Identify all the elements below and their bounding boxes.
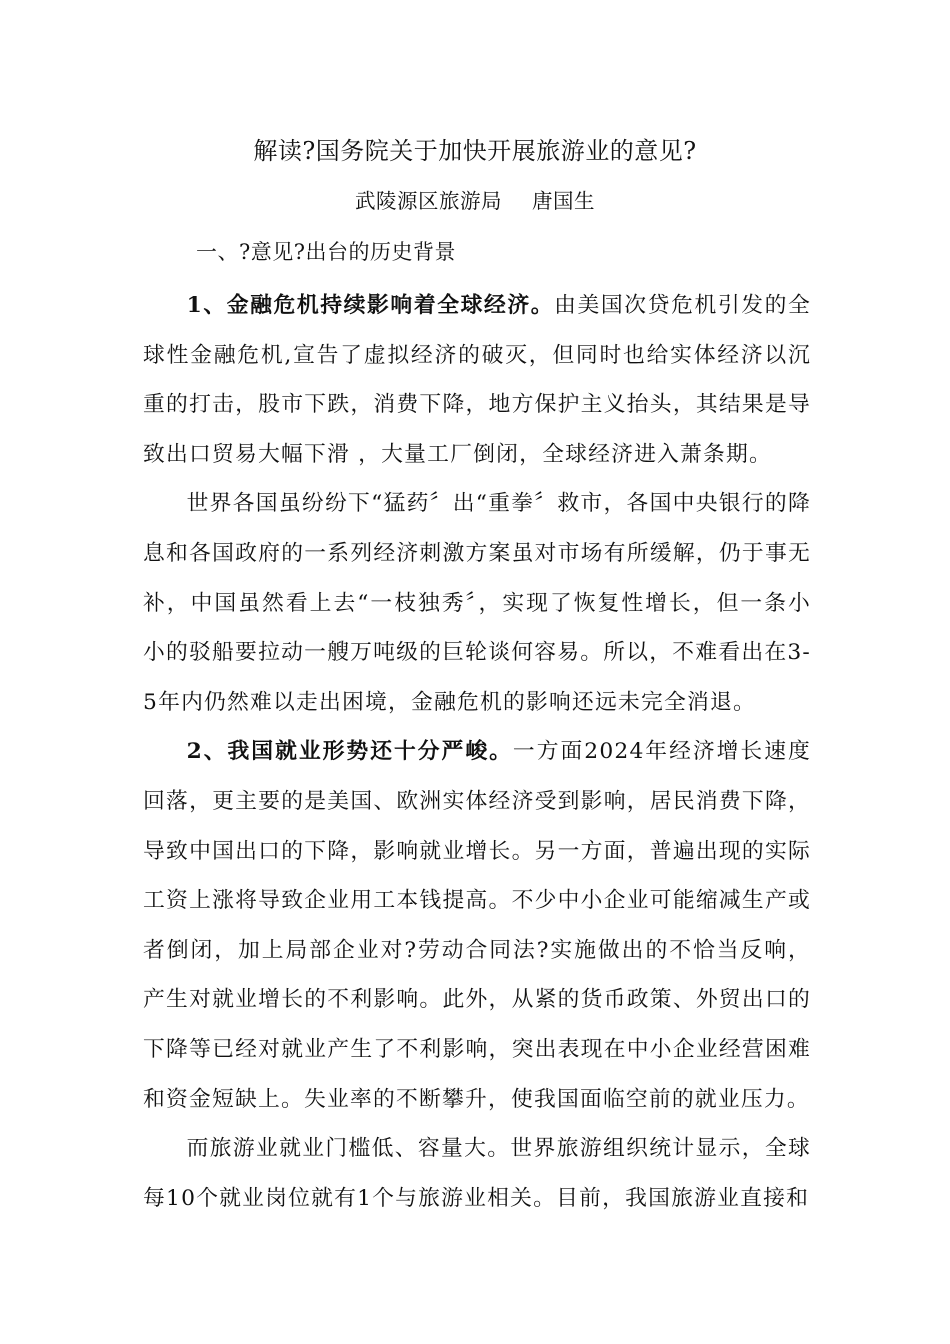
author-organization: 武陵源区旅游局 [355,189,502,213]
paragraph [143,479,811,727]
section-heading: 一、?意见?出台的历史背景 [196,240,457,264]
paragraph-lead: 1、金融危机持续影响着全球经济。 [186,293,555,318]
paragraph-text: 由美国次贷危机引发的全球性金融危机,宣告了虚拟经济的破灭，但同时也给实体经济以沉重的打击，股市下跌，消费下降，地方保护主义抬头，其结果是导致出口贸易大幅下滑 ，大量工厂倒闭，全球经济进入萧条期。 [143,293,811,467]
paragraph-text: 而旅游业就业门槛低、容量大。世界旅游组织统计显示，全球每10个就业岗位就有1个与旅游业相关。目前，我国旅游业直接和 [143,1136,811,1211]
paragraph [143,727,811,1124]
paragraph [143,281,811,479]
paragraph-text: 世界各国虽纷纷下“猛药〞出“重拳〞救市，各国中央银行的降息和各国政府的一系列经济刺激方案虽对市场有所缓解，仍于事无补，中国虽然看上去“一枝独秀〞，实现了恢复性增长，但一条小小的驳船要拉动一艘万吨级的巨轮谈何容易。所以，不难看出在3-5年内仍然难以走出困境，金融危机的影响还远未完全消退。 [143,491,811,715]
paragraph [143,1124,811,1223]
paragraph-lead: 2、我国就业形势还十分严峻。 [186,739,513,765]
document-body [143,281,811,1223]
author-line [0,183,950,219]
author-name: 唐国生 [532,189,595,213]
paragraph-text: 一方面2024年经济增长速度回落，更主要的是美国、欧洲实体经济受到影响，居民消费下降，导致中国出口的下降，影响就业增长。另一方面，普遍出现的实际工资上涨将导致企业用工本钱提高。不少中小企业可能缩减生产或者倒闭，加上局部企业对?劳动合同法?实施做出的不恰当反响，产生对就业增长的不利影响。此外，从紧的货币政策、外贸出口的下降等已经对就业产生了不利影响，突出表现在中小企业经营困难和资金短缺上。失业率的不断攀升，使我国面临空前的就业压力。 [143,739,811,1112]
document-title: 解读?国务院关于加快开展旅游业的意见? [253,137,697,165]
